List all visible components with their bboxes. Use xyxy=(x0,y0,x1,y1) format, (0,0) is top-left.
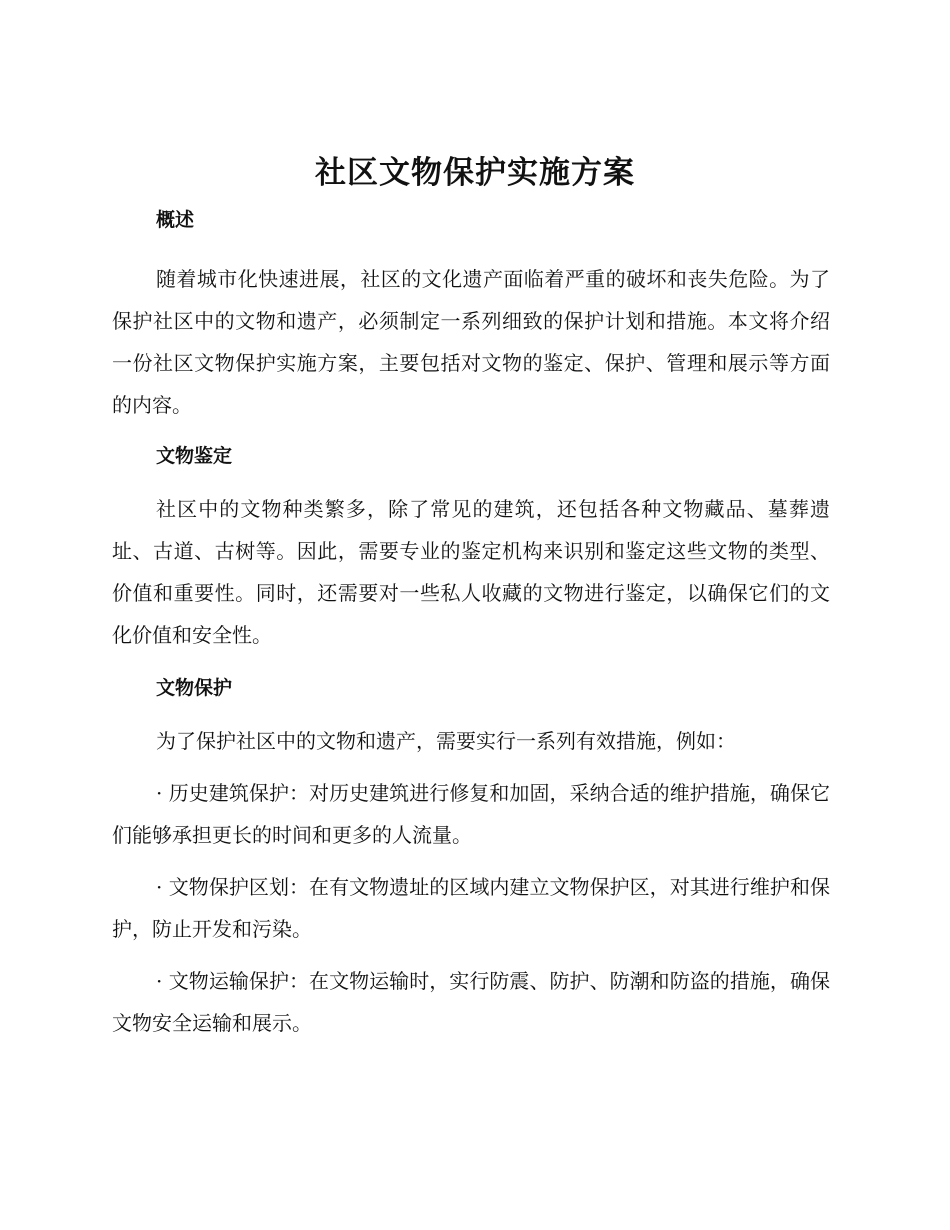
section-heading-overview: 概述 xyxy=(156,209,195,231)
document-body xyxy=(112,200,830,1044)
document-title: 社区文物保护实施方案 xyxy=(315,155,635,191)
section-heading-protection: 文物保护 xyxy=(156,677,233,699)
bullet-item-transport-protection: · 文物运输保护：在文物运输时，实行防震、防护、防潮和防盗的措施，确保文物安全运输和展示。 xyxy=(112,969,830,1035)
section-heading-appraisal: 文物鉴定 xyxy=(156,445,233,467)
bullet-item-protection-zones: · 文物保护区划：在有文物遗址的区域内建立文物保护区，对其进行维护和保护，防止开发和污染。 xyxy=(112,875,830,941)
appraisal-paragraph: 社区中的文物种类繁多，除了常见的建筑，还包括各种文物藏品、墓葬遗址、古道、古树等。因此，需要专业的鉴定机构来识别和鉴定这些文物的类型、价值和重要性。同时，还需要对一些私人收藏的文物进行鉴定，以确保它们的文化价值和安全性。 xyxy=(112,497,830,647)
protection-intro-paragraph: 为了保护社区中的文物和遗产，需要实行一系列有效措施，例如： xyxy=(156,729,736,753)
bullet-item-historic-buildings: · 历史建筑保护：对历史建筑进行修复和加固，采纳合适的维护措施，确保它们能够承担更长的时间和更多的人流量。 xyxy=(112,781,830,847)
overview-paragraph: 随着城市化快速进展，社区的文化遗产面临着严重的破坏和丧失危险。为了保护社区中的文物和遗产，必须制定一系列细致的保护计划和措施。本文将介绍一份社区文物保护实施方案，主要包括对文物的鉴定、保护、管理和展示等方面的内容。 xyxy=(112,267,830,417)
